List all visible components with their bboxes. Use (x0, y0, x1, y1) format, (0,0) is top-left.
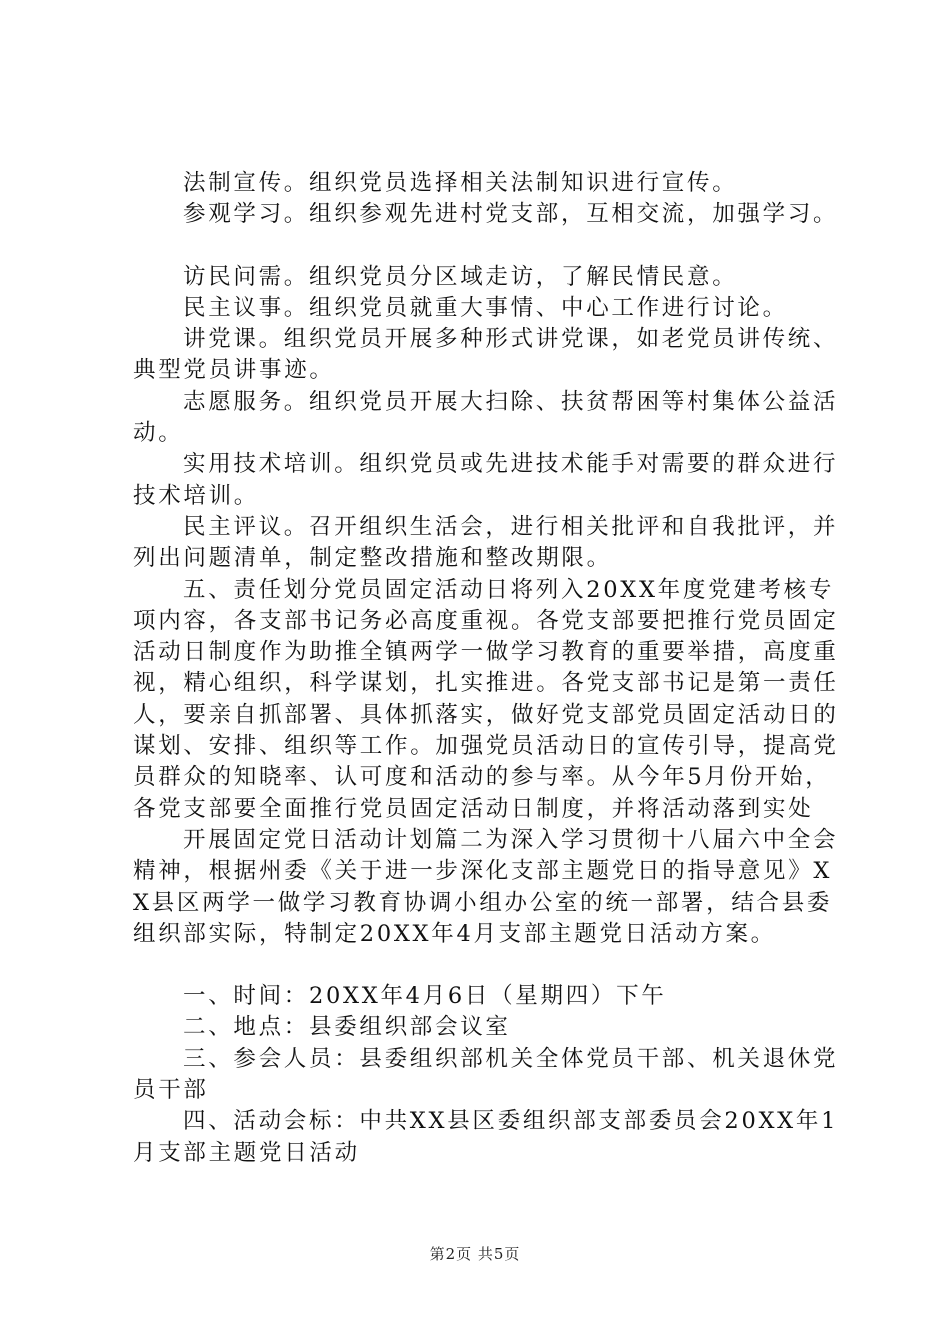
paragraph-democratic-discussion: 民主议事。组织党员就重大事情、中心工作进行讨论。 (183, 294, 788, 321)
paragraph-visit-residents: 访民问需。组织党员分区域走访，了解民情民意。 (183, 263, 738, 290)
document-body (133, 168, 845, 1169)
paragraph-technical-training: 实用技术培训。组织党员或先进技术能手对需要的群众进行技术培训。 (133, 451, 839, 509)
paragraph-volunteer-service: 志愿服务。组织党员开展大扫除、扶贫帮困等村集体公益活动。 (133, 388, 839, 447)
paragraph-plan-part-two: 开展固定党日活动计划篇二为深入学习贯彻十八届六中全会精神，根据州委《关于进一步深化支部主题党日的指导意见》XX县区两学一做学习教育协调小组办公室的统一部署，结合县委组织部实际，特制定20XX年4月支部主题党日活动方案。 (133, 826, 839, 947)
paragraph-legal-publicity: 法制宣传。组织党员选择相关法制知识进行宣传。 (183, 170, 738, 196)
paragraph-attendees: 三、参会人员：县委组织部机关全体党员干部、机关退休党员干部 (133, 1045, 839, 1104)
paragraph-visit-study: 参观学习。组织参观先进村党支部，互相交流，加强学习。 (183, 201, 839, 228)
paragraph-event-banner: 四、活动会标：中共XX县区委组织部支部委员会20XX年1月支部主题党日活动 (133, 1108, 839, 1166)
paragraph-location: 二、地点：县委组织部会议室 (183, 1014, 511, 1041)
page-footer (0, 1244, 950, 1264)
paragraph-party-lecture: 讲党课。组织党员开展多种形式讲党课，如老党员讲传统、典型党员讲事迹。 (133, 326, 839, 384)
paragraph-time: 一、时间：20XX年4月6日（星期四）下午 (183, 983, 667, 1010)
page-number-label: 第2页 共5页 (429, 1245, 521, 1263)
paragraph-responsibility-division: 五、责任划分党员固定活动日将列入20XX年度党建考核专项内容，各支部书记务必高度重视。各党支部要把推行党员固定活动日制度作为助推全镇两学一做学习教育的重要举措，高度重视，精心组织，科学谋划，扎实推进。各党支部书记是第一责任人，要亲自抓部署、具体抓落实，做好党支部党员固定活动日的谋划、安排、组织等工作。加强党员活动日的宣传引导，提高党员群众的知晓率、认可度和活动的参与率。从今年5月份开始，各党支部要全面推行党员固定活动日制度，并将活动落到实处 (133, 576, 839, 822)
paragraph-democratic-review: 民主评议。召开组织生活会，进行相关批评和自我批评，并列出问题清单，制定整改措施和整改期限。 (133, 513, 839, 572)
